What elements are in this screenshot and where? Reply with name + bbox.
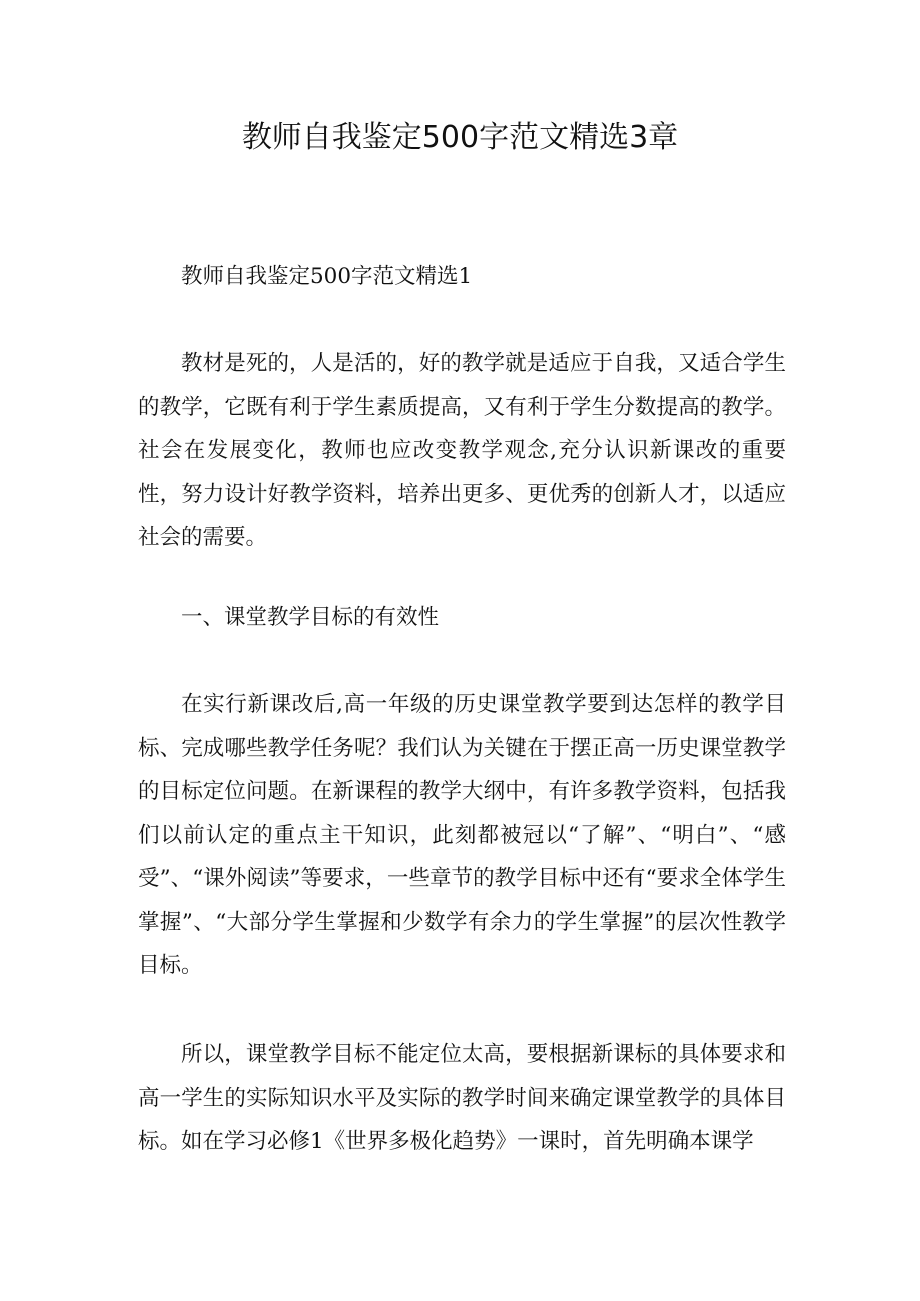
document-title: 教师自我鉴定500字范文精选3章 <box>241 120 679 155</box>
document-subtitle: 教师自我鉴定500字范文精选1 <box>181 264 473 289</box>
paragraph-3: 所以，课堂教学目标不能定位太高，要根据新课标的具体要求和高一学生的实际知识水平及实际的教学时间来确定课堂教学的具体目标。如在学习必修1《世界多极化趋势》一课时，首先明确本课学 <box>138 1042 786 1154</box>
paragraph-1: 教材是死的，人是活的，好的教学就是适应于自我，又适合学生的教学，它既有利于学生素质提高，又有利于学生分数提高的教学。社会在发展变化，教师也应改变教学观念,充分认识新课改的重要性，努力设计好教学资料，培养出更多、更优秀的创新人才，以适应社会的需要。 <box>138 351 786 550</box>
paragraph-2: 在实行新课改后,高一年级的历史课堂教学要到达怎样的教学目标、完成哪些教学任务呢？我们认为关键在于摆正高一历史课堂教学的目标定位问题。在新课程的教学大纲中，有许多教学资料，包括我们以前认定的重点主干知识，此刻都被冠以“了解”、“明白”、“感受”、“课外阅读”等要求，一些章节的教学目标中还有“要求全体学生掌握”、“大部分学生掌握和少数学有余力的学生掌握”的层次性教学目标。 <box>138 692 787 978</box>
section-heading: 一、课堂教学目标的有效性 <box>181 605 440 630</box>
